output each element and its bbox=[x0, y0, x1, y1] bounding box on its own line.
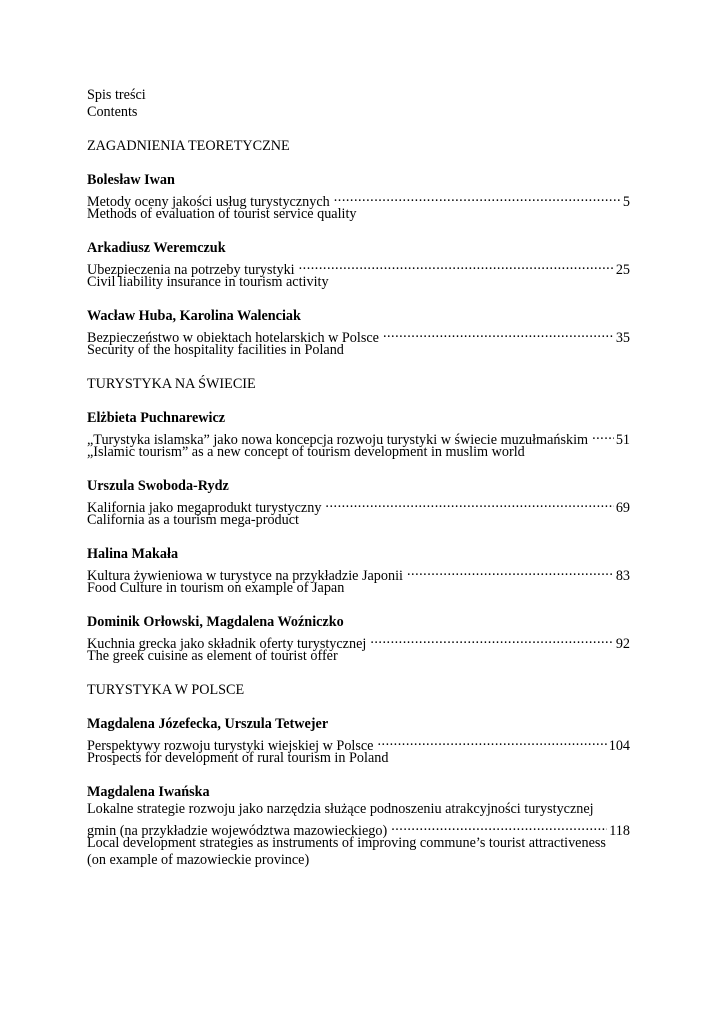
section-heading: TURYSTYKA NA ŚWIECIE bbox=[87, 376, 256, 392]
entry-title-polish: Kalifornia jako megaprodukt turystyczny bbox=[87, 500, 322, 516]
spacer bbox=[87, 155, 630, 172]
toc-title-polish: Spis treści bbox=[87, 87, 146, 103]
entry-title-polish: Kultura żywieniowa w turystyce na przykładzie Japonii bbox=[87, 568, 403, 584]
dot-leader bbox=[592, 427, 614, 444]
toc-entry-link[interactable] bbox=[87, 325, 630, 346]
spacer bbox=[87, 529, 630, 546]
spacer bbox=[87, 665, 630, 682]
entry-title-english: Security of the hospitality facilities in Poland bbox=[87, 342, 344, 358]
spacer bbox=[87, 461, 630, 478]
toc-title-english: Contents bbox=[87, 104, 138, 120]
toc-entry-link[interactable] bbox=[87, 189, 630, 210]
toc-entry-link[interactable] bbox=[87, 631, 630, 652]
section-heading: ZAGADNIENIA TEORETYCZNE bbox=[87, 138, 290, 154]
page-number: 83 bbox=[615, 568, 630, 584]
entry-authors: Dominik Orłowski, Magdalena Woźniczko bbox=[87, 614, 344, 630]
dot-leader bbox=[299, 257, 614, 274]
entry-title-polish: Metody oceny jakości usług turystycznych bbox=[87, 194, 330, 210]
spacer bbox=[87, 869, 630, 886]
entry-title-polish: Ubezpieczenia na potrzeby turystyki bbox=[87, 262, 295, 278]
toc-entry bbox=[87, 308, 630, 376]
dot-leader bbox=[407, 563, 614, 580]
toc-section bbox=[87, 376, 630, 682]
dot-leader bbox=[325, 495, 613, 512]
spacer bbox=[87, 223, 630, 240]
toc-entry-link[interactable] bbox=[87, 563, 630, 584]
dot-leader bbox=[334, 189, 621, 206]
toc-section bbox=[87, 682, 630, 886]
toc-entry bbox=[87, 784, 630, 886]
toc-section bbox=[87, 138, 630, 376]
spacer bbox=[87, 767, 630, 784]
entry-authors: Urszula Swoboda-Rydz bbox=[87, 478, 229, 494]
toc-entry bbox=[87, 410, 630, 478]
dot-leader bbox=[391, 818, 607, 835]
entry-title-english-continued: (on example of mazowieckie province) bbox=[87, 852, 310, 868]
toc-entry bbox=[87, 240, 630, 308]
entry-authors: Elżbieta Puchnarewicz bbox=[87, 410, 226, 426]
page-number: 92 bbox=[615, 636, 630, 652]
dot-leader bbox=[383, 325, 614, 342]
entry-authors: Magdalena Iwańska bbox=[87, 784, 210, 800]
table-of-contents bbox=[87, 87, 630, 886]
page-number: 35 bbox=[615, 330, 630, 346]
page-number: 104 bbox=[608, 738, 630, 754]
entry-title-polish: „Turystyka islamska” jako nowa koncepcja rozwoju turystyki w świecie muzułmańskim bbox=[87, 432, 589, 448]
entry-title-english: California as a tourism mega-product bbox=[87, 512, 299, 528]
entry-title-english: The greek cuisine as element of tourist offer bbox=[87, 648, 338, 664]
page-number: 118 bbox=[609, 823, 630, 839]
dot-leader bbox=[370, 631, 613, 648]
entry-title-english: Prospects for development of rural tourism in Poland bbox=[87, 750, 389, 766]
entry-title-polish-continued: gmin (na przykładzie województwa mazowieckiego) bbox=[87, 823, 388, 839]
entry-title-english: Methods of evaluation of tourist service quality bbox=[87, 206, 357, 222]
page-number: 51 bbox=[615, 432, 630, 448]
entry-authors: Halina Makała bbox=[87, 546, 179, 562]
toc-body bbox=[87, 138, 630, 886]
dot-leader bbox=[377, 733, 606, 750]
spacer bbox=[87, 359, 630, 376]
entry-authors: Magdalena Józefecka, Urszula Tetwejer bbox=[87, 716, 329, 732]
page-number: 5 bbox=[622, 194, 630, 210]
toc-entry-link[interactable] bbox=[87, 495, 630, 516]
toc-entry-link[interactable] bbox=[87, 427, 630, 448]
toc-entry bbox=[87, 716, 630, 784]
entry-title-polish: Perspektywy rozwoju turystyki wiejskiej w Polsce bbox=[87, 738, 374, 754]
toc-entry-link[interactable] bbox=[87, 257, 630, 278]
spacer bbox=[87, 597, 630, 614]
entry-title-english: Civil liability insurance in tourism activity bbox=[87, 274, 329, 290]
toc-entry bbox=[87, 172, 630, 240]
section-heading: TURYSTYKA W POLSCE bbox=[87, 682, 245, 698]
spacer bbox=[87, 291, 630, 308]
entry-authors: Bolesław Iwan bbox=[87, 172, 175, 188]
entry-authors: Arkadiusz Weremczuk bbox=[87, 240, 226, 256]
page-number: 69 bbox=[615, 500, 630, 516]
spacer bbox=[87, 393, 630, 410]
entry-title-english: „Islamic tourism” as a new concept of tourism development in muslim world bbox=[87, 444, 525, 460]
entry-title-polish: Kuchnia grecka jako składnik oferty turystycznej bbox=[87, 636, 367, 652]
page-number: 25 bbox=[615, 262, 630, 278]
entry-title-english: Local development strategies as instruments of improving commune’s tourist attractiveness bbox=[87, 835, 606, 851]
toc-entry bbox=[87, 614, 630, 682]
entry-title-english: Food Culture in tourism on example of Japan bbox=[87, 580, 345, 596]
entry-title-polish: Bezpieczeństwo w obiektach hotelarskich w Polsce bbox=[87, 330, 379, 346]
toc-entry bbox=[87, 478, 630, 546]
toc-entry bbox=[87, 546, 630, 614]
toc-entry-link[interactable] bbox=[87, 733, 630, 754]
entry-title-polish: Lokalne strategie rozwoju jako narzędzia służące podnoszeniu atrakcyjności turystycznej bbox=[87, 801, 594, 817]
toc-entry-link[interactable] bbox=[87, 818, 630, 839]
entry-authors: Wacław Huba, Karolina Walenciak bbox=[87, 308, 301, 324]
spacer bbox=[87, 699, 630, 716]
